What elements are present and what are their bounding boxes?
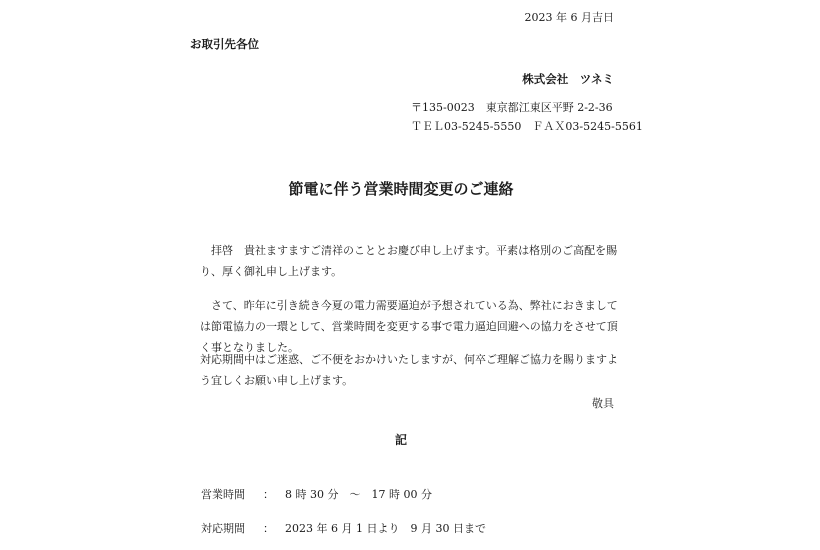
recipient-line: お取引先各位 <box>190 37 259 51</box>
ki-heading: 記 <box>394 433 407 447</box>
company-address: 〒135-0023 東京都江東区平野 2-2-36 <box>411 101 613 114</box>
announcement-paragraph: さて、昨年に引き続き今夏の電力需要逼迫が予想されている為、弊社におきましては節電協力の一環として、営業時間を変更する事で電力逼迫回避への協力をさせて頂く事となりました。 <box>200 299 618 354</box>
company-tel-fax: ＴＥＬ03-5245-5550 ＦＡＸ03-5245-5561 <box>411 120 643 133</box>
company-name: 株式会社 ツネミ <box>522 72 614 86</box>
closing-keigu: 敬具 <box>592 397 614 410</box>
apology-paragraph: 対応期間中はご迷惑、ご不便をおかけいたしますが、何卒ご理解ご協力を賜りますよう宜しくお願い申し上げます。 <box>200 353 618 387</box>
greeting-paragraph: 拝啓 貴社ますますご清祥のこととお慶び申し上げます。平素は格別のご高配を賜り、厚く御礼申し上げます。 <box>200 244 618 278</box>
business-hours-label: 営業時間 <box>201 488 245 501</box>
period-label: 対応期間 <box>201 522 245 535</box>
business-hours-colon: ： <box>263 488 274 501</box>
business-hours-value: 8 時 30 分 ～ 17 時 00 分 <box>285 488 432 501</box>
letter-date: 2023 年 6 月吉日 <box>524 11 614 24</box>
period-value: 2023 年 6 月 1 日より 9 月 30 日まで <box>285 522 486 535</box>
period-colon: ： <box>263 522 274 535</box>
letter-title: 節電に伴う営業時間変更のご連絡 <box>288 180 514 198</box>
